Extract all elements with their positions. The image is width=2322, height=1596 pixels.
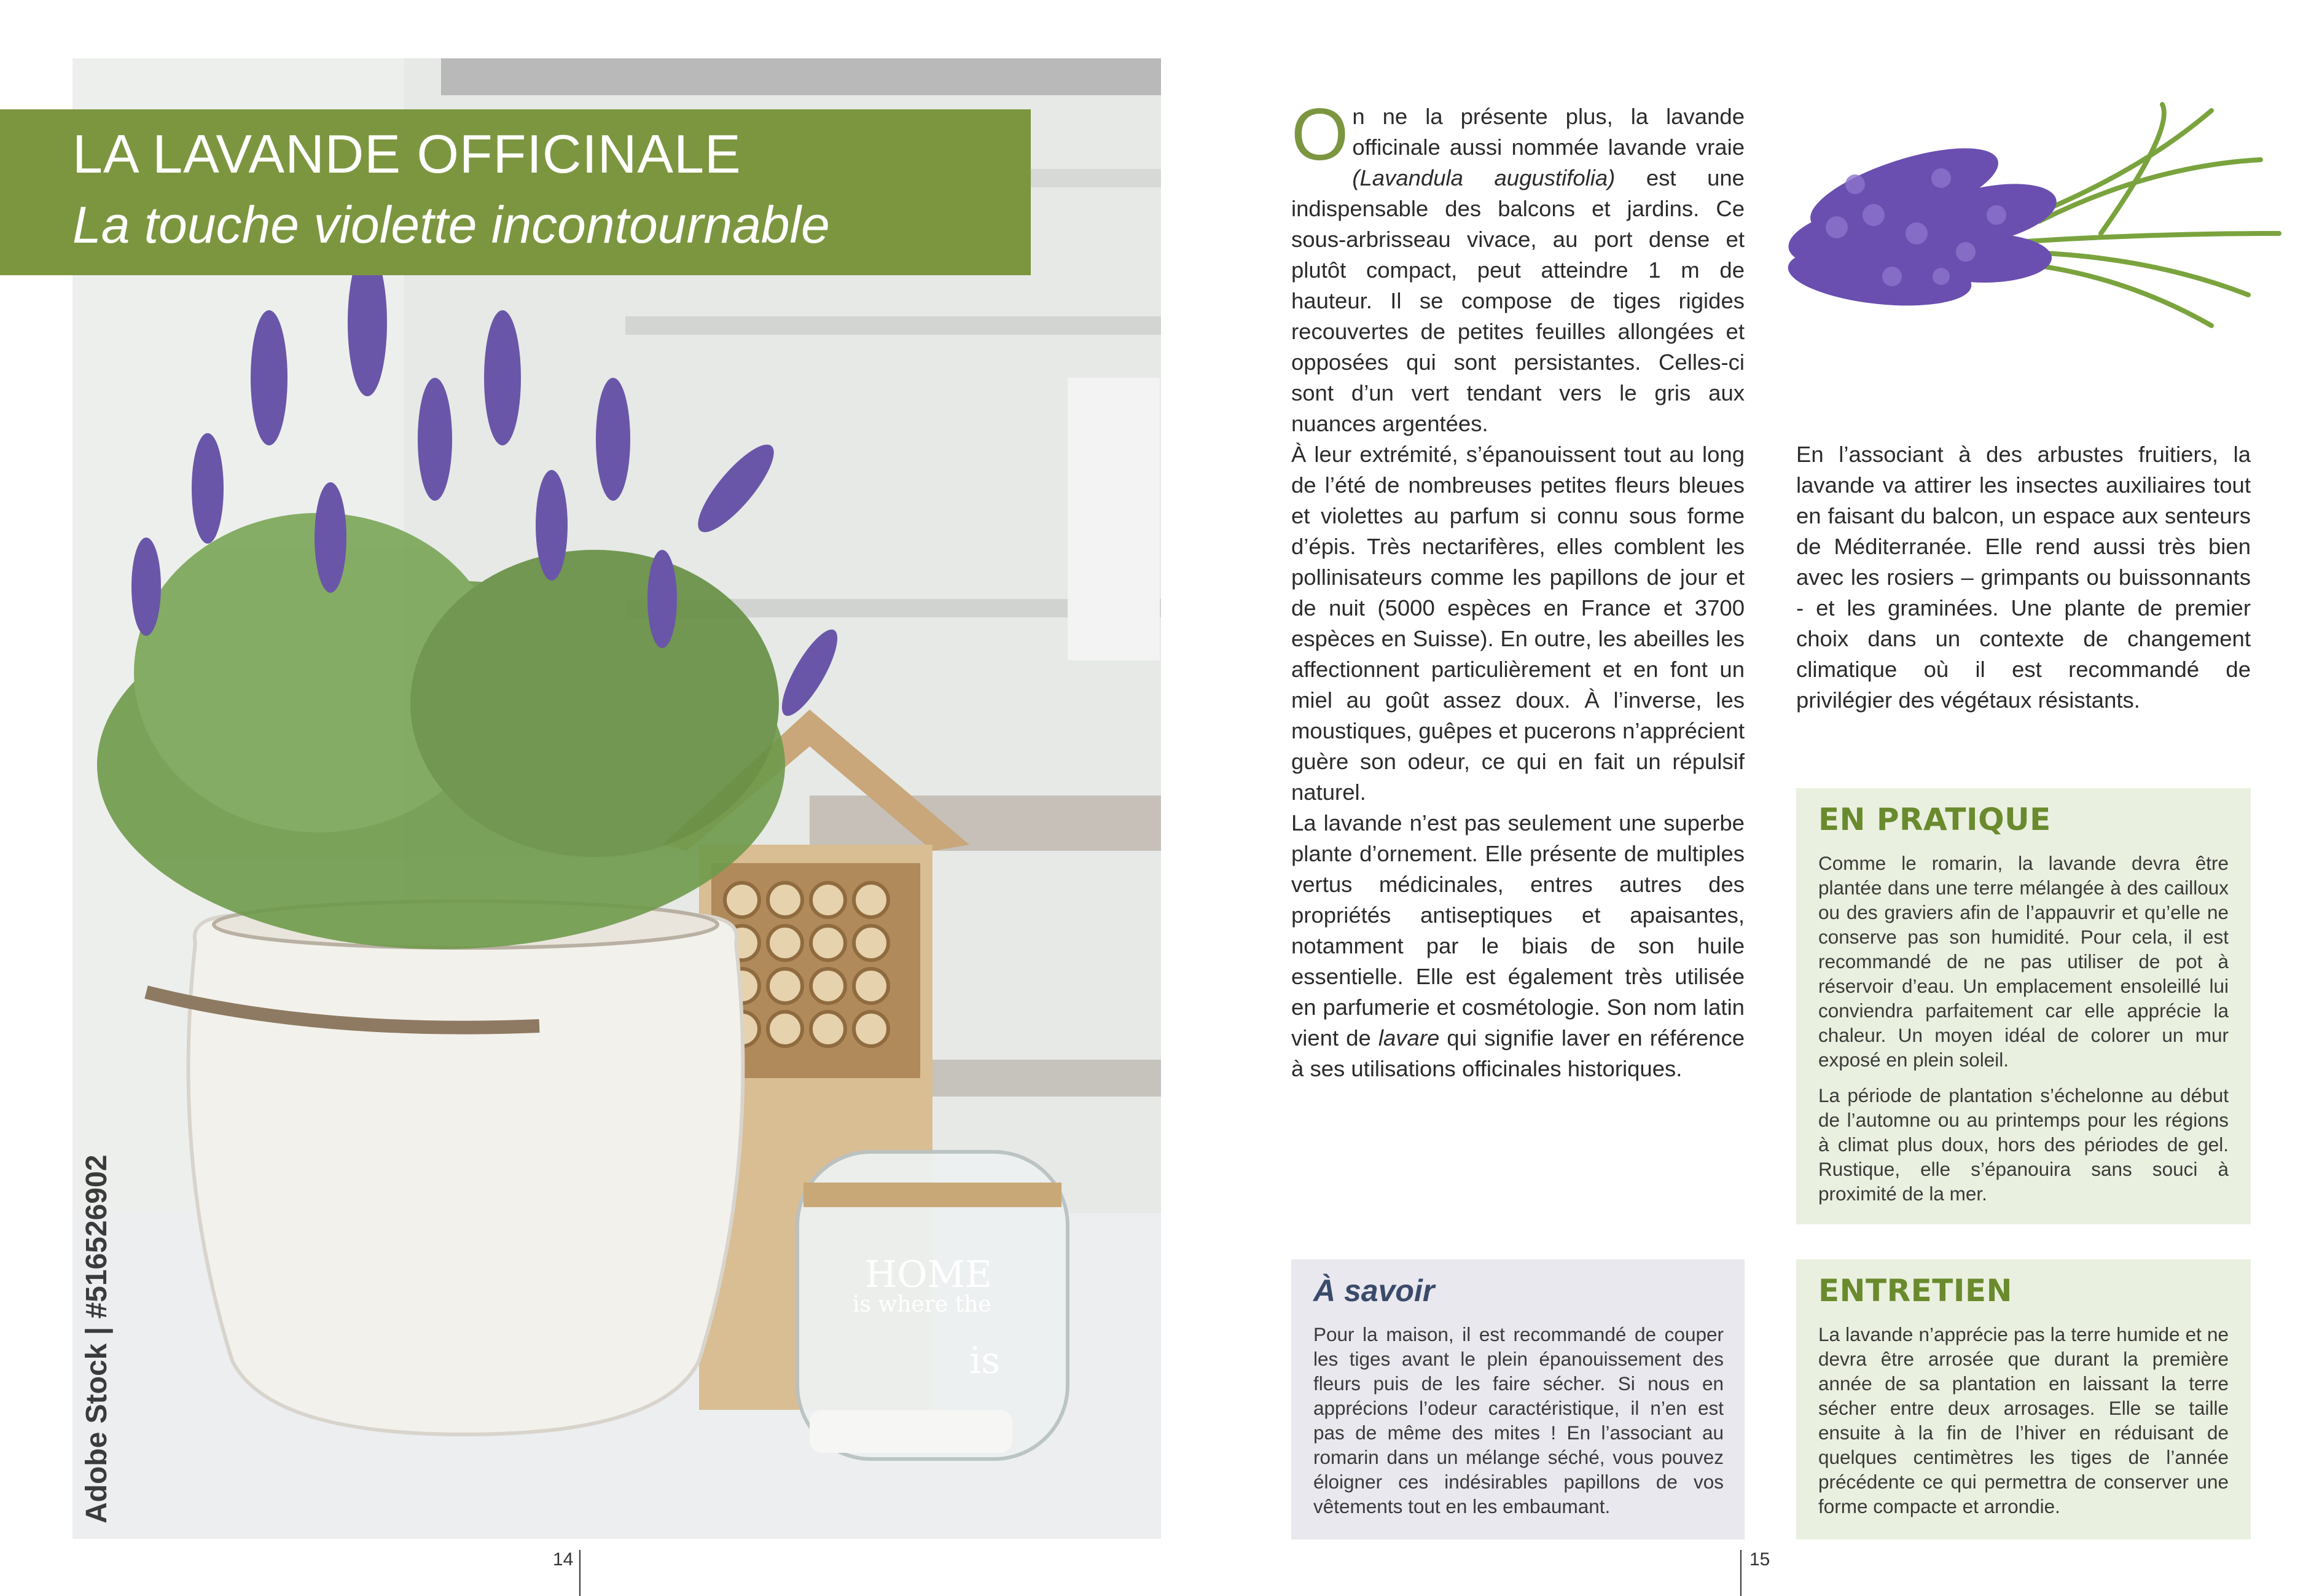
jar-text-is: is xyxy=(969,1339,1000,1382)
en-pratique-paragraph-1: Comme le romarin, la lavande devra être plantée dans une terre mélangée à des cailloux ou des graviers afin de l’appauvrir et qu’elle ne conserve pas son humidité. Pour cela, il est recommandé de ne pas utiliser de pot à réservoir d’eau. Un emplacement ensoleillé lui conviendra parfaitement car elle apprécie la chaleur. Un moyen idéal de colorer un mur exposé en plein soleil. xyxy=(1818,852,2229,1071)
jar-text-middle: is where the xyxy=(853,1292,991,1317)
photo-illustration xyxy=(72,58,1161,1539)
folio-rule-left xyxy=(579,1550,580,1596)
article-title: LA LAVANDE OFFICINALE xyxy=(72,123,741,184)
intro-text-start: n ne la présente plus, la lavande officinale aussi nommée lavande vraie xyxy=(1352,104,1745,160)
en-pratique-title: EN PRATIQUE xyxy=(1818,802,2051,837)
virtues-text-end: qui signifie laver en référence à ses utilisations officinales historiques. xyxy=(1291,1025,1745,1081)
lavender-pot-photo xyxy=(72,58,1161,1539)
virtues-text-start: La lavande n’est pas seulement une superbe plante d’ornement. Elle présente de multiples vertus médicinales, entres autres des propriétés antiseptiques et apaisantes, notamment par le biais de son huile essentielle. Elle est également très utilisée en parfumerie et cosmétologie. Son nom latin vient de xyxy=(1291,810,1745,1050)
folio-rule-right xyxy=(1740,1550,1742,1596)
latin-name: (Lavandula augustifolia) xyxy=(1352,165,1616,190)
page-number-right: 15 xyxy=(1749,1549,1770,1570)
paragraph-association: En l’associant à des arbustes fruitiers, la lavande va attirer les insectes auxiliaires tout en faisant du balcon, un espace aux senteurs de Méditerranée. Elle rend aussi très bien avec les rosiers – grimpants ou buissonnants - et les graminées. Une plante de premier choix dans un contexte de changement climatique où il est recommandé de privilégier des végétaux résistants. xyxy=(1796,442,2251,713)
latin-word: lavare xyxy=(1378,1025,1440,1050)
paragraph-flowers: À leur extrémité, s’épanouissent tout au long de l’été de nombreuses petites fleurs bleues et violettes au parfum si connu sous forme d’épis. Très nectarifères, elles comblent les pollinisateurs comme les papillons de jour et de nuit (5000 espèces en France et 3700 espèces en Suisse). En outre, les abeilles les affectionnent particulièrement et en font un miel au goût assez doux. À l’inverse, les moustiques, guêpes et pucerons n’apprécient guère son odeur, ce qui en fait un répulsif naturel. xyxy=(1291,442,1745,805)
entretien-text: La lavande n’apprécie pas la terre humide et ne devra être arrosée que durant la première année de sa plantation en laissant la terre sécher entre deux arrosages. Elle se taille ensuite à la fin de l’hiver en réduisant de quelques centimètres les tiges de l’année précédente ce qui permettra de conserver une forme compacte et arrondie. xyxy=(1818,1323,2229,1517)
entretien-box xyxy=(1796,1259,2251,1539)
lavender-sprig-image xyxy=(1781,92,2291,369)
a-savoir-title: À savoir xyxy=(1313,1273,1435,1308)
a-savoir-box xyxy=(1291,1259,1745,1539)
dropcap: O xyxy=(1291,93,1349,176)
intro-paragraph xyxy=(1291,93,1745,439)
jar-text-home: HOME xyxy=(865,1253,992,1296)
photo-credit: Adobe Stock | #516526902 xyxy=(80,1154,113,1524)
en-pratique-box xyxy=(1796,788,2251,1224)
paragraph-virtues xyxy=(1291,808,1745,1084)
intro-text-end: est une indispensable des balcons et jardins. Ce sous-arbrisseau vivace, au port dense et plutôt compact, peut atteindre 1 m de hauteur. Il se compose de tiges rigides recouvertes de petites feuilles allongées et opposées qui sont persistantes. Celles-ci sont d’un vert tendant vers le gris aux nuances argentées. xyxy=(1291,165,1745,436)
entretien-title: ENTRETIEN xyxy=(1818,1273,2012,1308)
article-subtitle: La touche violette incontournable xyxy=(72,196,830,254)
a-savoir-text: Pour la maison, il est recommandé de couper les tiges avant le plein épanouissement des fleurs puis de les faire sécher. Si nous en apprécions l’odeur caractéristique, il n’en est pas de même des mites ! En l’associant au romarin dans un mélange séché, vous pouvez éloigner ces indésirables papillons de vos vêtements tout en les embaumant. xyxy=(1313,1323,1724,1517)
page-number-left: 14 xyxy=(553,1549,574,1570)
en-pratique-paragraph-2: La période de plantation s’échelonne au début de l’automne ou au printemps pour les régions à climat plus doux, hors des périodes de gel. Rustique, elle s’épanouira sans souci à proximité de la mer. xyxy=(1818,1084,2229,1205)
